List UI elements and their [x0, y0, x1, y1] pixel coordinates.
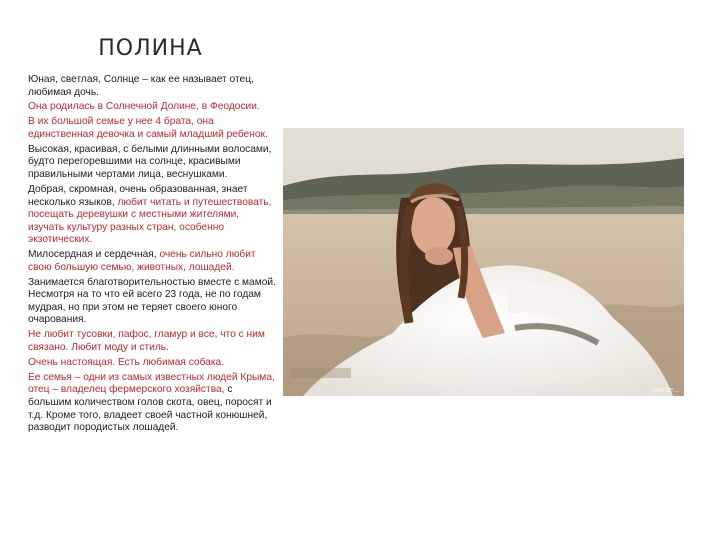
- bio-paragraph: [28, 357, 276, 370]
- bio-text-run: Очень настоящая. Есть любимая собака.: [28, 356, 225, 368]
- page-title: ПОЛИНА: [98, 36, 203, 61]
- bio-text-run: Юная, светлая, Солнце – как ее называет отец, любимая дочь.: [28, 74, 254, 98]
- bio-text-run: любит читать и путешествовать, посещать деревушки с местными жителями, изучать культуру разных стран, особенно экзотических.: [28, 196, 272, 246]
- bio-text-run: В их большой семье у нее 4 брата, она единственная девочка и самый младший ребенок.: [28, 116, 268, 140]
- bio-text-run: Милосердная и сердечная,: [28, 249, 160, 261]
- bio-paragraph: [28, 74, 276, 99]
- bio-text-run: Ее семья – одни из самых известных людей Крыма, отец – владелец фермерского хозяйства,: [28, 371, 275, 396]
- bio-paragraph: [28, 249, 276, 274]
- bio-text-run: Добрая, скромная, очень образованная, знает несколько языков,: [28, 183, 248, 208]
- portrait-illustration: [283, 128, 684, 396]
- bio-paragraph: [28, 329, 276, 354]
- bio-text-run: Не любит тусовки, пафос, гламур и все, что с ним связано. Любит моду и стиль.: [28, 329, 265, 353]
- bio-paragraph: [28, 184, 276, 247]
- photo-watermark: jovi de…: [652, 387, 680, 394]
- bio-text-run: Занимается благотворительностью вместе с мамой. Несмотря на то что ей всего 23 года, не по годам мудрая, но при этом не теряет своего юного очарования.: [28, 276, 276, 326]
- biography-text: [28, 74, 276, 437]
- bio-text-run: Она родилась в Солнечной Долине, в Феодосии.: [28, 101, 260, 113]
- portrait-photo: [283, 128, 684, 396]
- bio-paragraph: [28, 101, 276, 114]
- bio-paragraph: [28, 372, 276, 435]
- bio-paragraph: [28, 116, 276, 141]
- bio-paragraph: [28, 144, 276, 182]
- bio-text-run: очень сильно любит свою большую семью, животных, лошадей.: [28, 249, 256, 273]
- bio-paragraph: [28, 277, 276, 327]
- bio-text-run: с большим количеством голов скота, овец, поросят и т.д. Кроме того, владеет своей частной конюшней, разводит породистых лошадей.: [28, 384, 272, 434]
- bio-text-run: Высокая, красивая, с белыми длинными волосами, будто перегоревшими на солнце, красивыми правильными чертами лица, веснушками.: [28, 143, 272, 181]
